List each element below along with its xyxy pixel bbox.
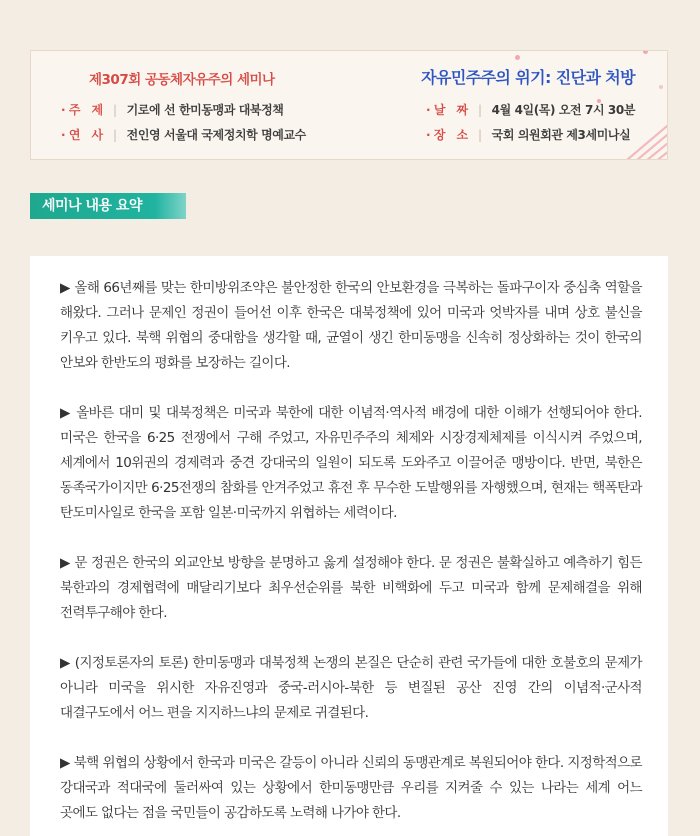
topic-label: · 주 제 [61,103,103,117]
date-value: 4월 4일(목) 오전 7시 30분 [491,103,636,117]
topic-value: 기로에 선 한미동맹과 대북정책 [126,103,284,117]
seminar-header-card [30,50,668,160]
place-value: 국회 의원회관 제3세미나실 [491,128,631,142]
place-row [426,126,630,143]
decorative-stripes-icon [613,121,668,160]
place-label: · 장 소 [426,128,468,142]
summary-paragraph: ▶ 올해 66년째를 맞는 한미방위조약은 불안정한 한국의 안보환경을 극복하는 돌파구이자 중심축 역할을 해왔다. 그러나 문제인 정권이 들어선 이후 한국은 대북정책에 있어 미국과 엇박자를 내며 상호 불신을 키우고 있다. 북핵 위협의 중대함을 생각할 때, 균열이 생긴 한미동맹을 신속히 정상화하는 것이 한국의 안보와 한반도의 평화를 보장하는 길이다. [60,280,642,371]
decorative-dot [643,50,648,54]
summary-paragraph: ▶ 북핵 위협의 상황에서 한국과 미국은 갈등이 아니라 신뢰의 동맹관계로 복원되어야 한다. 지정학적으로 강대국과 적대국에 둘러싸여 있는 상황에서 한미동맹만큼 우리를 지켜줄 수 있는 나라는 세계 어느 곳에도 없다는 점을 국민들이 공감하도록 노력해 나가야 한다. [60,755,642,821]
speaker-value: 전인영 서울대 국제정치학 명예교수 [126,128,306,142]
topic-row [61,101,284,118]
separator: | [113,127,117,142]
summary-paragraph: ▶ 문 정권은 한국의 외교안보 방향을 분명하고 옳게 설정해야 한다. 문 정권은 불확실하고 예측하기 힘든 북한과의 경제협력에 매달리기보다 최우선순위를 북한 비핵화에 두고 미국과 함께 문제해결을 위해 전력투구해야 한다. [60,555,642,621]
summary-paragraph: ▶ 올바른 대미 및 대북정책은 미국과 북한에 대한 이념적·역사적 배경에 대한 이해가 선행되어야 한다. 미국은 한국을 6·25 전쟁에서 구해 주었고, 자유민주주의 체제와 시장경제체제를 이식시켜 주었으며, 세계에서 10위권의 경제력과 중견 강대국의 일원이 되도록 도와주고 이끌어준 맹방이다. 반면, 북한은 동족국가이지만 6·25전쟁의 참화를 안겨주었고 휴전 후 무수한 도발행위를 자행했으며, 현재는 핵폭탄과 탄도미사일로 한국을 포함 일본·미국까지 위협하는 세력이다. [60,405,642,521]
date-label: · 날 짜 [426,103,468,117]
date-row [426,101,635,118]
section-tag-summary: 세미나 내용 요약 [30,193,186,219]
separator: | [113,102,117,117]
speaker-label: · 연 사 [61,128,103,142]
separator: | [478,127,482,142]
seminar-name: 제307회 공동체자유주의 세미나 [89,72,275,88]
decorative-dot [515,55,520,60]
speaker-row [61,126,306,143]
summary-card [30,256,668,836]
seminar-main-title: 자유민주주의 위기: 진단과 처방 [421,68,635,87]
summary-paragraph: ▶ (지정토론자의 토론) 한미동맹과 대북정책 논쟁의 본질은 단순히 관련 국가들에 대한 호불호의 문제가 아니라 미국을 위시한 자유진영과 중국-러시아-북한 등 변질된 공산 진영 간의 이념적·군사적 대결구도에서 어느 편을 지지하느냐의 문제로 귀결된다. [60,655,642,721]
separator: | [478,102,482,117]
decorative-dot [659,85,663,89]
